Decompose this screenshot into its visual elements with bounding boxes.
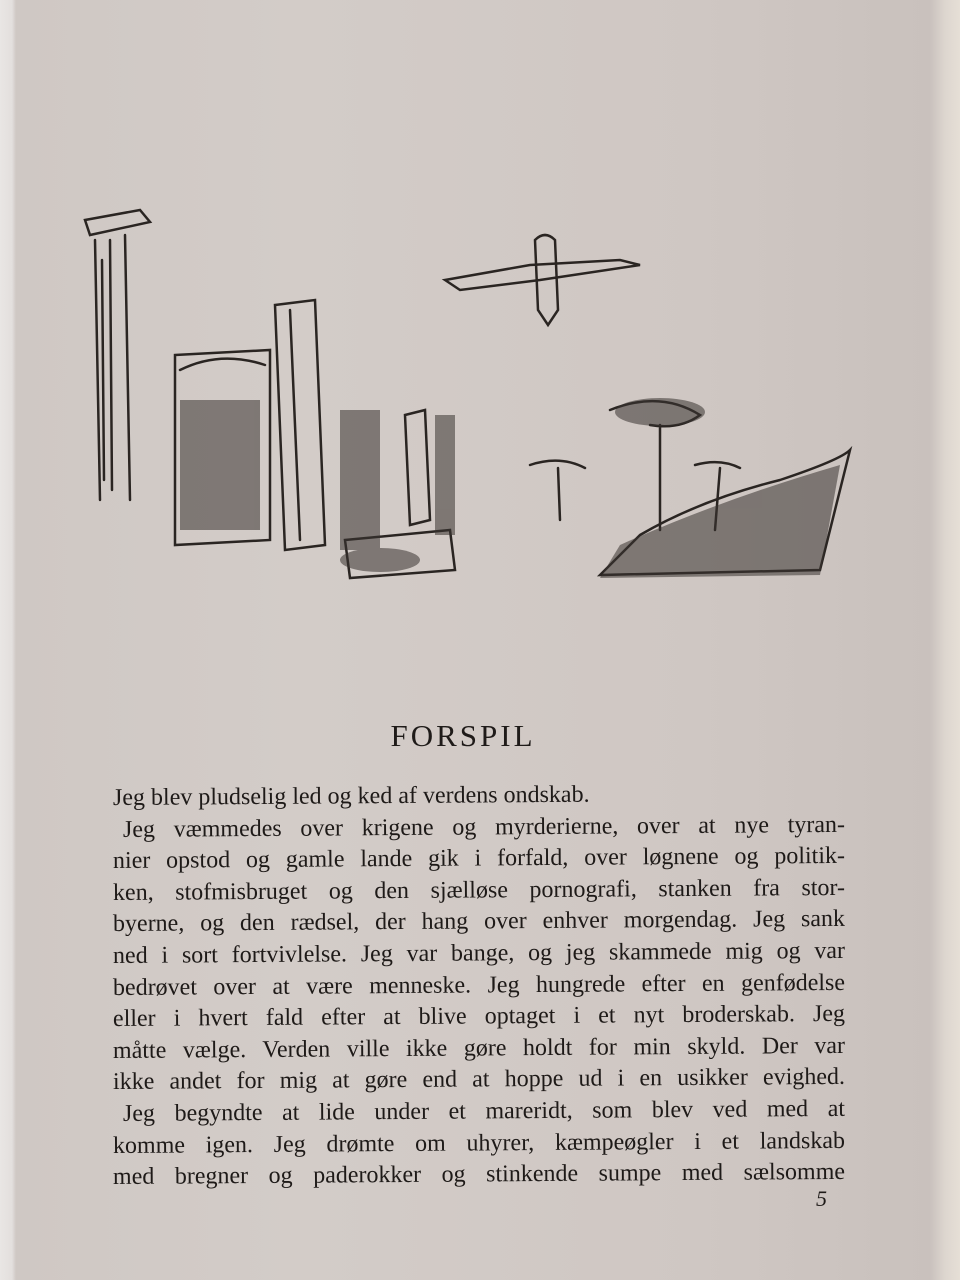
illustration-ruins-and-airplane <box>80 200 870 590</box>
text-line: ken, stofmisbruget og den sjælløse pornografi, stanken fra stor- <box>112 874 846 906</box>
text-line: ikke andet for mig at gøre end at hoppe ud i en usikker evighed. <box>112 1064 846 1096</box>
text-line: byerne, og den rædsel, der hang over enhver morgendag. Jeg sank <box>112 906 846 938</box>
body-text <box>113 783 845 1194</box>
text-line: måtte vælge. Verden ville ikke gøre holdt for min skyld. Der var <box>112 1032 846 1064</box>
text-line: Jeg væmmedes over krigene og myrderierne, over at nye tyran- <box>122 811 846 843</box>
text-line: Jeg blev pludselig led og ked af verdens ondskab. <box>112 781 590 811</box>
text-line: eller i hvert fald efter at blive optaget i et nyt broderskab. Jeg <box>112 1001 846 1033</box>
text-line: ned i sort fortvivlelse. Jeg var bange, og jeg skammede mig og var <box>112 937 846 969</box>
text-line: med bregner og paderokker og stinkende sumpe med sælsomme <box>112 1159 846 1191</box>
chapter-title: FORSPIL <box>390 718 536 753</box>
text-line: komme igen. Jeg drømte om uhyrer, kæmpeøgler i et landskab <box>112 1127 846 1159</box>
text-line: nier opstod og gamle lande gik i forfald, over løgnene og politik- <box>112 843 846 875</box>
text-line: Jeg begyndte at lide under et mareridt, som blev ved med at <box>122 1095 846 1127</box>
text-line: bedrøvet over at være menneske. Jeg hungrede efter en genfødelse <box>112 969 846 1001</box>
page-number: 5 <box>816 1186 827 1211</box>
